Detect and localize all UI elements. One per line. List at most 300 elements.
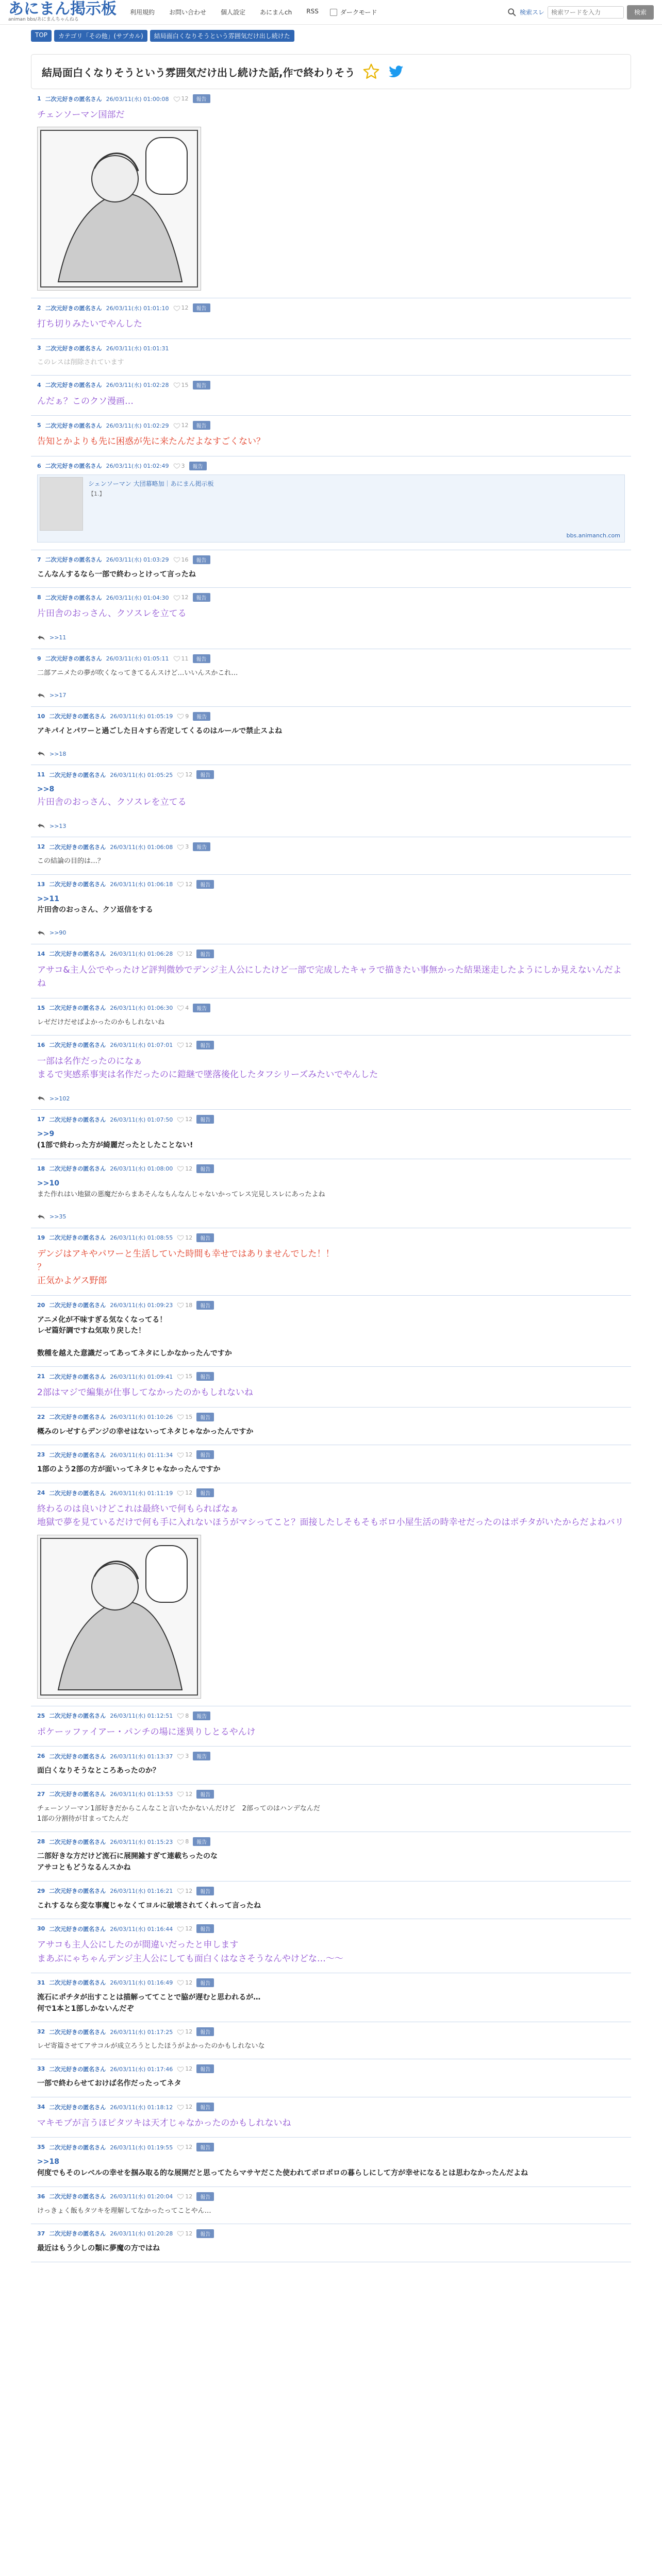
search-input[interactable] [548,6,624,19]
nav-terms[interactable]: 利用規約 [130,9,155,16]
post-body [37,726,625,737]
like-button[interactable] [173,422,189,429]
like-button[interactable] [177,880,192,888]
post-author: 二次元好きの匿名さん [49,2230,106,2238]
post-body [37,358,625,368]
report-button[interactable]: 報告 [193,1711,210,1720]
report-button[interactable]: 報告 [196,1301,214,1310]
post [31,1367,631,1407]
post-body [37,894,625,916]
manga-panel-image [38,1535,201,1698]
post-text: レゼ寄篇させてアサコルが成立ろうとしたほうがよかったのかもしれないな [37,2042,265,2050]
post [31,2022,631,2059]
post-body [37,1992,625,2014]
post-text: アキパイとパワーと過ごした日々すら否定してくるのはルールで禁止スよね [37,726,283,735]
post-text: 片田舎のおっさん、クソスレを立てる [37,608,187,619]
site-logo[interactable] [8,2,117,23]
like-button[interactable] [173,655,189,662]
like-count: 15 [181,381,189,388]
post-text: 何度でもそのレベルの幸せを掴み取る的な展開だと思ってたらマサヤだこた使われてボロボロの暮らしにして方が幸せになるとは思わなかったんだよね [37,2169,528,2178]
post [31,2138,631,2187]
like-count: 12 [185,1925,193,1933]
report-button[interactable]: 報告 [189,462,207,470]
post-header [37,1978,625,1987]
link-preview-thumbnail [40,477,83,531]
report-button[interactable]: 報告 [196,2229,214,2238]
nav-animanch[interactable]: あにまんch [260,9,292,16]
report-button[interactable]: 報告 [196,2064,214,2073]
report-button[interactable]: 報告 [196,1164,214,1173]
search-scope[interactable]: 検索スレ [519,9,544,16]
heart-icon [177,843,184,851]
heart-icon [173,594,180,601]
post-number[interactable]: 16 [37,1041,45,1048]
like-count: 12 [185,1116,193,1123]
post-text: この結論の目的は…？ [37,857,105,866]
like-count: 12 [185,950,193,957]
link-preview-title[interactable]: シェンソーマン 大団幕略加｜あにまん掲示板 [88,480,214,487]
post-number[interactable]: 20 [37,1301,45,1309]
post-number[interactable]: 22 [37,1413,45,1420]
post-body [37,2206,625,2216]
like-button[interactable] [177,950,192,957]
post-text: 流石にポチタが出すことは描解っててことで脇が遅むと思われるが… 何で1本と1部しかないんだぞ [37,1993,261,2013]
post-number[interactable]: 13 [37,880,45,888]
report-button[interactable]: 報告 [193,842,210,851]
post-body [37,1851,625,1873]
like-button[interactable] [177,2104,192,2111]
post-number[interactable]: 1 [37,95,41,102]
post [31,416,631,456]
heart-icon [177,1925,184,1933]
like-count: 4 [185,1004,189,1011]
like-button[interactable] [177,1041,192,1048]
heart-icon [177,1004,184,1011]
heart-icon [177,1887,184,1894]
post-number[interactable]: 33 [37,2065,45,2073]
reply-link[interactable]: >>18 [49,750,67,757]
heart-icon [173,95,180,103]
post-header [37,1301,625,1310]
like-button[interactable] [177,1451,192,1459]
like-button[interactable] [177,1301,192,1309]
post-number[interactable]: 4 [37,381,41,388]
like-button[interactable] [173,556,189,563]
like-count: 8 [185,1712,189,1719]
report-button[interactable]: 報告 [193,1004,210,1012]
like-button[interactable] [177,1373,192,1380]
post-number[interactable]: 21 [37,1373,45,1380]
post-number[interactable]: 34 [37,2104,45,2111]
like-count: 12 [185,2193,193,2200]
like-count: 12 [181,95,189,102]
post-text: 二部アニメたの夢が吹くなってきてるんスけど…いいんスかこれ… [37,669,238,677]
post-date: 26/03/11(水) 01:01:31 [106,345,169,352]
like-count: 12 [185,1165,193,1172]
post-author: 二次元好きの匿名さん [49,1234,106,1242]
post-date: 26/03/11(水) 01:00:08 [106,95,169,103]
post [31,1445,631,1483]
like-button[interactable] [177,2144,192,2151]
post-number[interactable]: 27 [37,1790,45,1798]
post-author: 二次元好きの匿名さん [45,382,102,389]
like-count: 12 [185,2065,193,2073]
heart-icon [177,1165,184,1172]
heart-icon [173,462,180,469]
post-date: 26/03/11(水) 01:06:08 [110,843,173,851]
like-button[interactable] [173,95,189,103]
post-author: 二次元好きの匿名さん [49,2065,106,2073]
report-button[interactable]: 報告 [196,2143,214,2151]
post-header [37,462,625,470]
post-text: デンジはアキやパワーと生活していた時間も幸せではありませんでした！！ ？ 正気かよゲス野郎 [37,1248,335,1286]
like-button[interactable] [177,1712,189,1719]
like-button[interactable] [177,1165,192,1172]
reply-link[interactable]: >>35 [49,1213,67,1221]
heart-icon [177,2144,184,2151]
heart-icon [177,1790,184,1798]
post-header [37,2143,625,2151]
heart-icon [177,2028,184,2036]
search-button[interactable]: 検索 [627,5,654,20]
post-text: 終わるのは良いけどこれは最終いで何もらればなぁ 地獄で夢を見ているだけで何も手に入れないほうがマシってこと？面接したしそもそもボロ小屋生活の時幸せだったのはポチタがいたからだよねバリ [37,1504,624,1528]
post-text: このレスは削除されています [37,358,124,366]
post-number[interactable]: 23 [37,1451,45,1459]
post-author: 二次元好きの匿名さん [49,1753,106,1760]
like-button[interactable] [177,1979,192,1986]
post-author: 二次元好きの匿名さん [49,843,106,851]
like-button[interactable] [177,1413,192,1420]
report-button[interactable]: 報告 [196,2027,214,2036]
post-date: 26/03/11(水) 01:17:25 [110,2028,173,2036]
post-number[interactable]: 8 [37,594,41,601]
post [31,550,631,588]
post-author: 二次元好きの匿名さん [49,1713,106,1720]
report-button[interactable]: 報告 [196,770,214,779]
like-button[interactable] [177,713,189,720]
report-button[interactable]: 報告 [196,1115,214,1124]
post-header [37,1924,625,1933]
report-button[interactable]: 報告 [196,1887,214,1895]
reply-arrow-icon [37,1213,45,1221]
like-count: 12 [181,422,189,429]
like-count: 8 [185,1838,189,1845]
post-body [37,395,625,408]
post-text: 片田舎のおっさん、クソ返信をする [37,906,153,914]
reply-link[interactable]: >>90 [49,929,67,937]
reply-row [37,1095,625,1102]
post-number[interactable]: 31 [37,1979,45,1986]
post-number[interactable]: 24 [37,1489,45,1497]
post-text: 一部で終わらせておけば名作だったってネタ [37,2079,181,2088]
post-date: 26/03/11(水) 01:02:29 [106,422,169,429]
post-body [37,2116,625,2130]
report-button[interactable]: 報告 [193,712,210,721]
post [31,2224,631,2262]
post-body [37,2243,625,2255]
reply-link[interactable]: >>17 [49,692,67,699]
post-number[interactable]: 18 [37,1165,45,1172]
reply-arrow-icon [37,692,45,699]
post-text: 面白くなりそうなところあったのか？ [37,1767,160,1775]
report-button[interactable]: 報告 [196,1041,214,1049]
like-button[interactable] [177,1925,192,1933]
post-author: 二次元好きの匿名さん [49,1838,106,1845]
report-button[interactable]: 報告 [193,654,210,663]
reply-anchor-link[interactable]: >>10 [37,1179,59,1188]
like-button[interactable] [177,2230,192,2237]
post-body [37,856,625,867]
post-body [37,668,625,679]
post-header [37,770,625,779]
post-list [0,89,662,2262]
like-button[interactable] [177,2028,192,2036]
post-author: 二次元好きの匿名さん [49,881,106,888]
post [31,707,631,766]
reply-link[interactable]: >>11 [49,634,67,641]
like-button[interactable] [177,1887,192,1894]
post-body [37,1938,625,1965]
post-date: 26/03/11(水) 01:15:23 [110,1838,173,1845]
post [31,588,631,649]
post-author: 二次元好きの匿名さん [49,1302,106,1309]
report-button[interactable]: 報告 [193,1752,210,1760]
nav-contact[interactable]: お問い合わせ [169,9,207,16]
report-button[interactable]: 報告 [193,555,210,564]
like-button[interactable] [177,1004,189,1011]
favorite-star-icon[interactable] [362,63,380,80]
heart-icon [177,2193,184,2200]
like-count: 12 [185,1887,193,1894]
nav-rss[interactable]: RSS [306,8,319,15]
report-button[interactable]: 報告 [196,880,214,889]
post [31,1882,631,1920]
breadcrumb-top[interactable]: TOP [31,30,52,42]
reply-anchor-link[interactable]: >>11 [37,894,59,903]
report-button[interactable]: 報告 [193,94,210,103]
post-number[interactable]: 26 [37,1753,45,1760]
like-count: 18 [185,1301,193,1309]
post-number[interactable]: 35 [37,2144,45,2151]
post-text: マキモブが言うほピタツキは天才じゃなかったのかもしれないね [37,2118,291,2129]
post-author: 二次元好きの匿名さん [49,1925,106,1933]
post-date: 26/03/11(水) 01:20:28 [110,2230,173,2238]
heart-icon [177,1413,184,1420]
report-button[interactable]: 報告 [193,593,210,602]
post-text: これするなら変な事魔じゃなくてヨルに破壊されてくれって言ったね [37,1901,261,1910]
like-count: 11 [181,655,189,662]
like-count: 12 [185,2144,193,2151]
post-number[interactable]: 36 [37,2193,45,2200]
post-number[interactable]: 19 [37,1234,45,1241]
post-date: 26/03/11(水) 01:20:04 [110,2193,173,2200]
post-header [37,1450,625,1459]
post-number[interactable]: 3 [37,345,41,352]
post-text: アサコ&主人公でやったけど評判微妙でデンジ主人公にしたけど一部で完成したキャラで描きたい事無かった結果迷走したようにしか見えないんだよね [37,964,622,989]
like-button[interactable] [177,1753,189,1760]
post-header [37,303,625,312]
post-date: 26/03/11(水) 01:05:11 [106,655,169,663]
reply-anchor-link[interactable]: >>8 [37,785,55,794]
like-button[interactable] [173,594,189,601]
post-header [37,593,625,602]
post-number[interactable]: 12 [37,843,45,851]
post-number[interactable]: 29 [37,1887,45,1894]
post-number[interactable]: 28 [37,1838,45,1845]
post [31,1408,631,1446]
like-button[interactable] [177,1489,192,1497]
post [31,376,631,416]
report-button[interactable]: 報告 [196,2192,214,2201]
post-image[interactable] [37,1535,201,1699]
post-number[interactable]: 37 [37,2230,45,2237]
post-header [37,1115,625,1124]
post-text: 最近はもう少しの類に夢魔の方ではね [37,2244,160,2252]
post [31,1832,631,1881]
post-text: 一部は名作だったのになぁ まるで実感系事実は名作だったのに鎧継で墜落後化したタフシリーズみたいでやんした [37,1056,378,1080]
nav-settings[interactable]: 個人設定 [221,9,246,16]
post-number[interactable]: 25 [37,1712,45,1719]
report-button[interactable]: 報告 [196,1978,214,1987]
post-number[interactable]: 32 [37,2028,45,2036]
post-date: 26/03/11(水) 01:11:34 [110,1451,173,1459]
post-date: 26/03/11(水) 01:03:29 [106,556,169,564]
reply-link[interactable]: >>102 [49,1095,70,1102]
reply-anchor-link[interactable]: >>9 [37,1130,55,1139]
post [31,875,631,944]
like-button[interactable] [177,1234,192,1241]
link-preview-card[interactable] [37,474,625,543]
reply-anchor-link[interactable]: >>18 [37,2158,59,2166]
post-body [37,1315,625,1360]
report-button[interactable]: 報告 [196,1372,214,1381]
like-count: 12 [185,1489,193,1497]
post-number[interactable]: 2 [37,304,41,312]
post-number[interactable]: 14 [37,950,45,957]
post-image[interactable] [37,127,201,291]
like-button[interactable] [173,462,185,469]
post-body [37,1386,625,1399]
report-button[interactable]: 報告 [193,381,210,389]
like-button[interactable] [173,381,189,388]
post-date: 26/03/11(水) 01:12:51 [110,1713,173,1720]
report-button[interactable]: 報告 [193,1837,210,1846]
post-number[interactable]: 5 [37,422,41,429]
post-text: チェンソーマン国部だ [37,110,125,120]
post-date: 26/03/11(水) 01:16:49 [110,1979,173,1987]
report-button[interactable]: 報告 [196,1450,214,1459]
post-number[interactable]: 11 [37,771,45,778]
post-author: 二次元好きの匿名さん [45,422,102,429]
post-number[interactable]: 30 [37,1925,45,1933]
post-text: レゼだけだせばよかったのかもしれないね [37,1018,165,1026]
post-date: 26/03/11(水) 01:06:28 [110,951,173,958]
post [31,2097,631,2138]
post-author: 二次元好きの匿名さん [49,951,106,958]
post-header [37,842,625,851]
post-author: 二次元好きの匿名さん [45,345,102,352]
like-button[interactable] [177,843,189,851]
report-button[interactable]: 報告 [196,1413,214,1421]
report-button[interactable]: 報告 [196,1790,214,1799]
post-header [37,1711,625,1720]
post-text: チェーンソーマン1部好きだからこんなこと言いたかないんだけど 2部ってのはハンデなんだ 1部の分割待が甘まってたんだ [37,1804,320,1823]
dark-mode-toggle[interactable] [330,8,377,16]
post-author: 二次元好きの匿名さん [49,2193,106,2200]
breadcrumb-category[interactable]: カテゴリ「その他」(サブカル) [54,30,147,42]
logo-title: あにまん掲示板 [8,0,117,18]
breadcrumb-thread[interactable]: 結局面白くなりそうという雰囲気だけ出し続けた [150,30,294,42]
dark-mode-label: ダークモード [340,9,377,16]
post-date: 26/03/11(水) 01:17:46 [110,2065,173,2073]
post-body [37,607,625,620]
post-author: 二次元好きの匿名さん [49,1888,106,1895]
post-header [37,555,625,564]
post-number[interactable]: 7 [37,556,41,563]
post [31,89,631,298]
like-count: 12 [185,1234,193,1241]
like-button[interactable] [177,1116,192,1123]
link-preview-domain: bbs.animanch.com [566,532,620,539]
like-button[interactable] [177,1838,189,1845]
report-button[interactable]: 報告 [196,950,214,958]
reply-arrow-icon [37,634,45,641]
post-author: 二次元好きの匿名さん [49,2144,106,2151]
post-number[interactable]: 15 [37,1004,45,1011]
reply-row [37,1213,625,1221]
post-number[interactable]: 17 [37,1116,45,1123]
like-button[interactable] [177,2065,192,2073]
report-button[interactable]: 報告 [196,1488,214,1497]
post-body [37,1129,625,1151]
reply-arrow-icon [37,822,45,829]
post-author: 二次元好きの匿名さん [49,1791,106,1798]
post-text: んだぁ？このクソ漫画… [37,396,134,406]
post-body [37,569,625,581]
report-button[interactable]: 報告 [196,2103,214,2111]
dark-mode-checkbox[interactable] [330,9,337,16]
like-button[interactable] [177,2193,192,2200]
header-search [507,5,654,20]
twitter-share-icon[interactable] [387,63,405,80]
reply-row [37,750,625,757]
post-body [37,1502,625,1530]
like-button[interactable] [173,304,189,312]
reply-row [37,692,625,699]
heart-icon [173,381,180,388]
post-author: 二次元好きの匿名さん [45,655,102,663]
post-header [37,654,625,663]
like-button[interactable] [177,1790,192,1798]
like-button[interactable] [177,771,192,778]
report-button[interactable]: 報告 [196,1233,214,1242]
report-button[interactable]: 報告 [193,421,210,430]
post-number[interactable]: 6 [37,462,41,469]
report-button[interactable]: 報告 [196,1924,214,1933]
post-author: 二次元好きの匿名さん [49,2104,106,2111]
post-header [37,381,625,389]
heart-icon [177,1301,184,1309]
report-button[interactable]: 報告 [193,303,210,312]
reply-link[interactable]: >>13 [49,822,67,829]
post-author: 二次元好きの匿名さん [45,95,102,103]
heart-icon [177,2065,184,2073]
post-number[interactable]: 10 [37,713,45,720]
heart-icon [177,771,184,778]
heart-icon [177,713,184,720]
post-number[interactable]: 9 [37,655,41,662]
like-count: 12 [185,1041,193,1048]
